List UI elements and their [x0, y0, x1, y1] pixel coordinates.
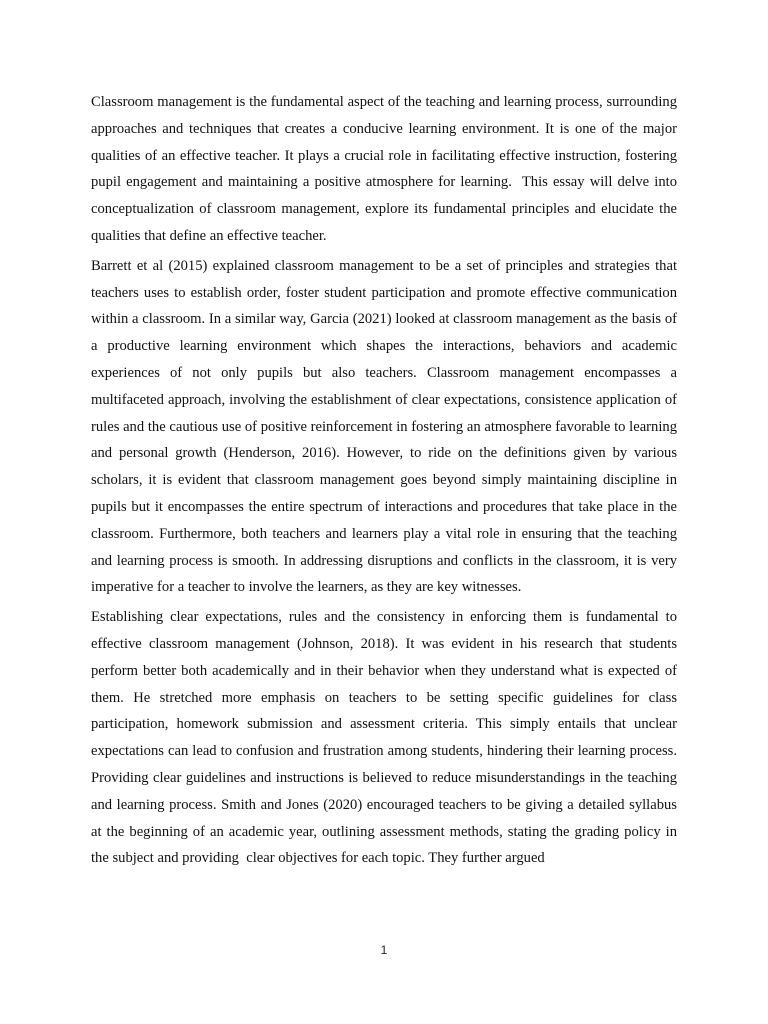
page-number: 1 [380, 943, 388, 957]
paragraph-definitions: Barrett et al (2015) explained classroom management to be a set of principles and strategies that teachers uses to establish order, foster student participation and promote effective communication within a classroom. In a similar way, Garcia (2021) looked at classroom management as the basis of a productive learning environment which shapes the interactions, behaviors and academic experiences of not only pupils but also teachers. Classroom management encompasses a multifaceted approach, involving the establishment of clear expectations, consistence application of rules and the cautious use of positive reinforcement in fostering an atmosphere favorable to learning and personal growth (Henderson, 2016). However, to ride on the definitions given by various scholars, it is evident that classroom management goes beyond simply maintaining discipline in pupils but it encompasses the entire spectrum of interactions and procedures that take place in the classroom. Furthermore, both teachers and learners play a vital role in ensuring that the teaching and learning process is smooth. In addressing disruptions and conflicts in the classroom, it is very imperative for a teacher to involve the learners, as they are key witnesses. [91, 257, 681, 596]
paragraph-introduction: Classroom management is the fundamental aspect of the teaching and learning process, surrounding approaches and techniques that creates a conducive learning environment. It is one of the major qualities of an effective teacher. It plays a crucial role in facilitating effective instruction, fostering pupil engagement and maintaining a positive atmosphere for learning. This essay will delve into conceptualization of classroom management, explore its fundamental principles and elucidate the qualities that define an effective teacher. [91, 94, 681, 244]
paragraph-expectations: Establishing clear expectations, rules and the consistency in enforcing them is fundamental to effective classroom management (Johnson, 2018). It was evident in his research that students perform better both academically and in their behavior when they understand what is expected of them. He stretched more emphasis on teachers to be setting specific guidelines for class participation, homework submission and assessment criteria. This simply entails that unclear expectations can lead to confusion and frustration among students, hindering their learning process. Providing clear guidelines and instructions is believed to reduce misunderstandings in the teaching and learning process. Smith and Jones (2020) encouraged teachers to be giving a detailed syllabus at the beginning of an academic year, outlining assessment methods, stating the grading policy in the subject and providing clear objectives for each topic. They further argued [91, 609, 681, 867]
document-body [91, 89, 681, 875]
